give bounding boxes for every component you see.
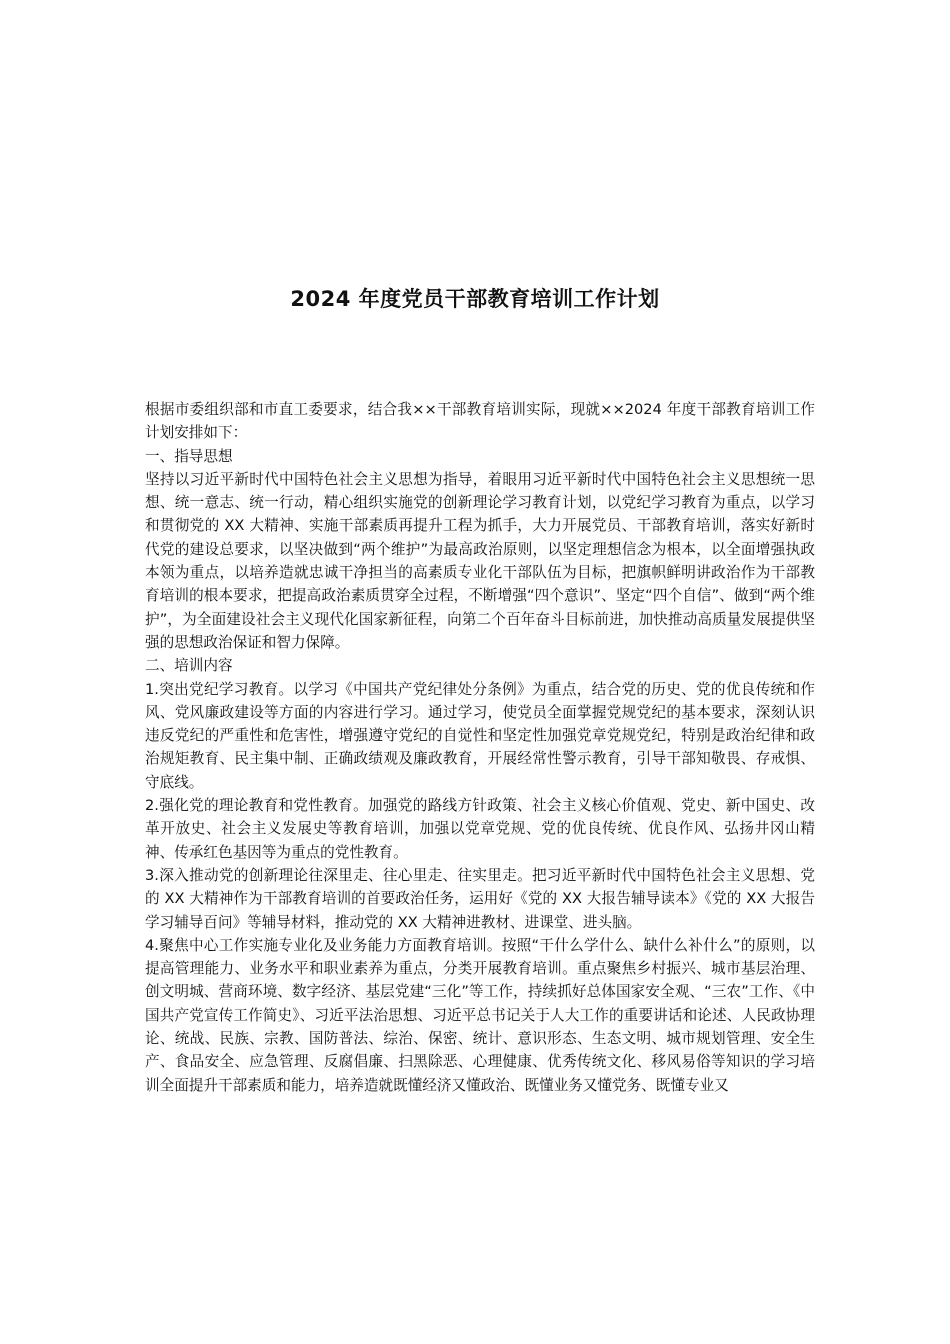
section-heading-training-content: 二、培训内容: [145, 657, 233, 675]
training-item-4: 4.聚焦中心工作实施专业化及业务能力方面教育培训。按照“干什么学什么、缺什么补什么”的原则，以提高管理能力、业务水平和职业素养为重点，分类开展教育培训。重点聚焦乡村振兴、城市基层治理、创文明城、营商环境、数字经济、基层党建“三化”等工作，持续抓好总体国家安全观、“三农”工作、《中国共产党宣传工作简史》、习近平法治思想、习近平总书记关于人大工作的重要讲话和论述、人民政协理论、统战、民族、宗教、国防普法、综治、保密、统计、意识形态、生态文明、城市规划管理、安全生产、食品安全、应急管理、反腐倡廉、扫黑除恶、心理健康、优秀传统文化、移风易俗等知识的学习培训全面提升干部素质和能力，培养造就既懂经济又懂政治、既懂业务又懂党务、既懂专业又: [145, 936, 815, 1094]
document-title: 2024 年度党员干部教育培训工作计划: [290, 287, 660, 311]
training-item-3: 3.深入推动党的创新理论往深里走、往心里走、往实里走。把习近平新时代中国特色社会主义思想、党的 XX 大精神作为干部教育培训的首要政治任务，运用好《党的 XX 大报告辅导读本》《党的 XX 大报告学习辅导百问》等辅导材料，推动党的 XX 大精神进教材、进课堂、进头脑。: [145, 866, 815, 931]
intro-paragraph: 根据市委组织部和市直工委要求，结合我××干部教育培训实际，现就××2024 年度干部教育培训工作计划安排如下：: [145, 401, 815, 442]
guiding-ideology-paragraph: 坚持以习近平新时代中国特色社会主义思想为指导，着眼用习近平新时代中国特色社会主义思想统一思想、统一意志、统一行动，精心组织实施党的创新理论学习教育计划，以党纪学习教育为重点，以学习和贯彻党的 XX 大精神、实施干部素质再提升工程为抓手，大力开展党员、干部教育培训，落实好新时代党的建设总要求，以坚决做到“两个维护”为最高政治原则，以坚定理想信念为根本，以全面增强执政本领为重点，以培养造就忠诚干净担当的高素质专业化干部队伍为目标，把旗帜鲜明讲政治作为干部教育培训的根本要求，把提高政治素质贯穿全过程，不断增强“四个意识”、坚定“四个自信”、做到“两个维护”，为全面建设社会主义现代化国家新征程，向第二个百年奋斗目标前进，加快推动高质量发展提供坚强的思想政治保证和智力保障。: [145, 470, 815, 651]
training-item-2: 2.强化党的理论教育和党性教育。加强党的路线方针政策、社会主义核心价值观、党史、新中国史、改革开放史、社会主义发展史等教育培训，加强以党章党规、党的优良传统、优良作风、弘扬井冈山精神、传承红色基因等为重点的党性教育。: [145, 797, 815, 861]
training-item-1: 1.突出党纪学习教育。以学习《中国共产党纪律处分条例》为重点，结合党的历史、党的优良传统和作风、党风廉政建设等方面的内容进行学习。通过学习，使党员全面掌握党规党纪的基本要求，深刻认识违反党纪的严重性和危害性，增强遵守党纪的自觉性和坚定性加强党章党规党纪，特别是政治纪律和政治规矩教育、民主集中制、正确政绩观及廉政教育，开展经常性警示教育，引导干部知敬畏、存戒惧、守底线。: [145, 680, 815, 791]
document-body: [145, 398, 815, 1097]
section-heading-guiding-ideology: 一、指导思想: [145, 447, 233, 465]
